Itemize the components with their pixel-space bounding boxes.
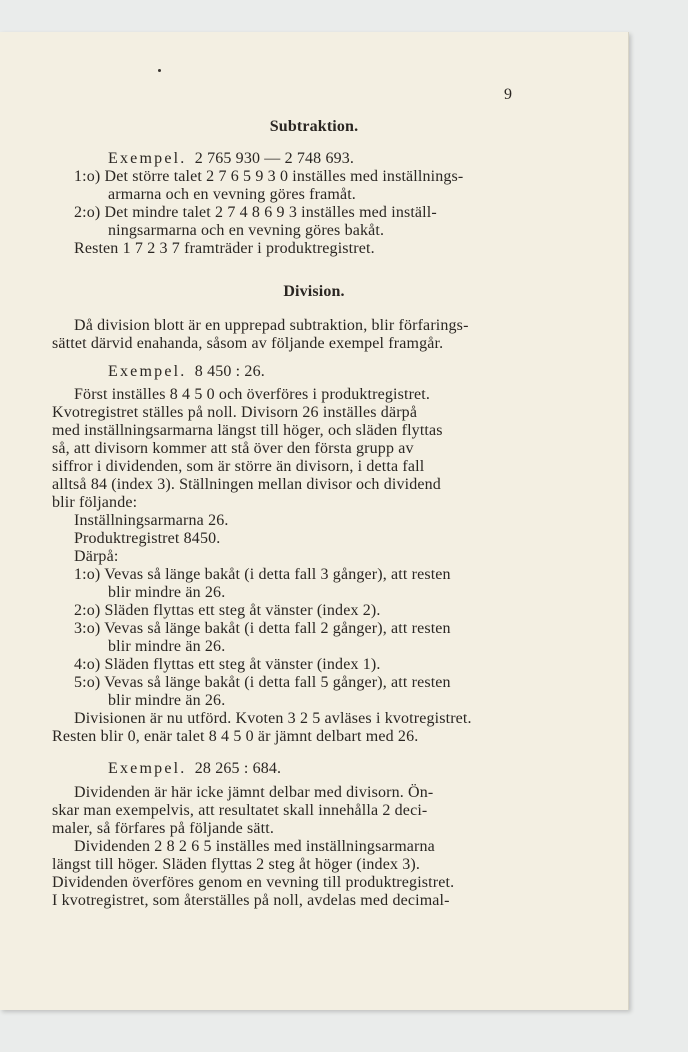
text-line: blir följande: — [52, 494, 138, 511]
text-line: siffror i dividenden, som är större än divisorn, i detta fall — [52, 458, 425, 475]
text-line: Produktregistret 8450. — [74, 530, 221, 547]
text-line: 1:o) Vevas så länge bakåt (i detta fall 3 gånger), att resten — [74, 566, 451, 583]
ink-speck — [158, 69, 161, 72]
text-line: 2:o) Släden flyttas ett steg åt vänster (index 2). — [74, 602, 381, 619]
example-label: Exempel. — [108, 760, 187, 777]
text-line: 1:o) Det större talet 2 7 6 5 9 3 0 inställes med inställnings- — [74, 168, 464, 185]
text-line: längst till höger. Släden flyttas 2 steg åt höger (index 3). — [52, 856, 421, 873]
text-line: I kvotregistret, som återställes på noll, avdelas med decimal- — [52, 892, 450, 909]
text-line: alltså 84 (index 3). Ställningen mellan divisor och dividend — [52, 476, 441, 493]
text-line: maler, så förfares på följande sätt. — [52, 820, 274, 837]
text-line: blir mindre än 26. — [108, 692, 226, 709]
division-example-1 — [108, 363, 265, 381]
text-line: Då division blott är en upprepad subtraktion, blir förfarings- — [74, 317, 469, 334]
text-line: med inställningsarmarna längst till höger, och släden flyttas — [52, 422, 443, 439]
example-label: Exempel. — [108, 150, 187, 167]
text-line: Först inställes 8 4 5 0 och överföres i produktregistret. — [74, 386, 431, 403]
text-line: Kvotregistret ställes på noll. Divisorn 26 inställes därpå — [52, 404, 418, 421]
example-value: 28 265 : 684. — [194, 760, 282, 777]
text-line: Dividenden är här icke jämnt delbar med divisorn. Ön- — [74, 784, 434, 801]
text-line: 4:o) Släden flyttas ett steg åt vänster (index 1). — [74, 656, 381, 673]
text-line: Dividenden överföres genom en vevning till produktregistret. — [52, 874, 455, 891]
division-example-2 — [108, 760, 281, 778]
text-line: 5:o) Vevas så länge bakåt (i detta fall 5 gånger), att resten — [74, 674, 451, 691]
text-line: blir mindre än 26. — [108, 638, 226, 655]
subtraction-heading: Subtraktion. — [269, 118, 359, 135]
example-value: 2 765 930 — 2 748 693. — [194, 150, 355, 167]
division-heading: Division. — [283, 283, 345, 300]
book-page — [0, 32, 629, 1010]
text-line: ningsarmarna och en vevning göres bakåt. — [108, 222, 385, 239]
subtraction-example — [108, 150, 354, 168]
text-line: Därpå: — [74, 548, 119, 565]
text-line: Resten 1 7 2 3 7 framträder i produktregistret. — [74, 240, 375, 257]
page-number: 9 — [504, 86, 512, 103]
text-line: 2:o) Det mindre talet 2 7 4 8 6 9 3 inställes med inställ- — [74, 204, 437, 221]
example-value: 8 450 : 26. — [194, 363, 265, 380]
text-line: skar man exempelvis, att resultatet skall innehålla 2 deci- — [52, 802, 428, 819]
text-line: armarna och en vevning göres framåt. — [108, 186, 356, 203]
text-line: 3:o) Vevas så länge bakåt (i detta fall 2 gånger), att resten — [74, 620, 451, 637]
text-line: Dividenden 2 8 2 6 5 inställes med inställningsarmarna — [74, 838, 435, 855]
text-line: Divisionen är nu utförd. Kvoten 3 2 5 avläses i kvotregistret. — [74, 710, 472, 727]
example-label: Exempel. — [108, 363, 187, 380]
text-line: så, att divisorn kommer att stå över den första grupp av — [52, 440, 414, 457]
text-line: blir mindre än 26. — [108, 584, 226, 601]
text-line: Resten blir 0, enär talet 8 4 5 0 är jämnt delbart med 26. — [52, 728, 419, 745]
text-line: Inställningsarmarna 26. — [74, 512, 229, 529]
text-line: sättet därvid enahanda, såsom av följande exempel framgår. — [52, 335, 444, 352]
